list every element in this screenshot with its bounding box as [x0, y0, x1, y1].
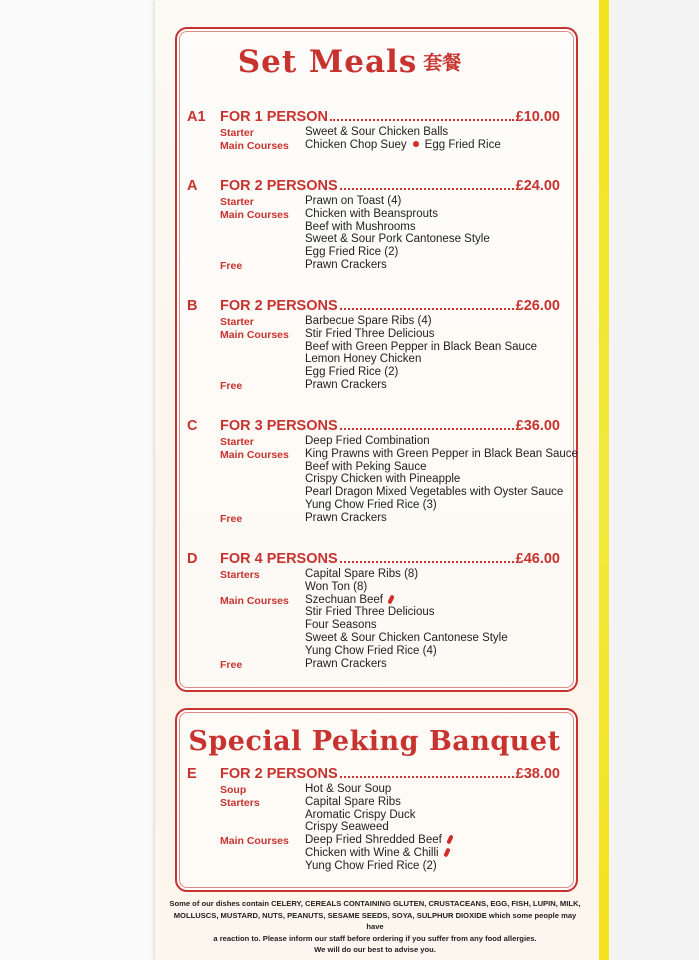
set-meal-b-code: B [187, 298, 198, 314]
course-label: Main Courses [220, 448, 289, 461]
dish-item: Egg Fried Rice (2) [305, 246, 399, 259]
dish-item: Prawn on Toast (4) [305, 195, 402, 207]
banquet-e-price: £38.00 [515, 766, 560, 782]
dish-item: Sweet & Sour Chicken Balls [305, 126, 449, 138]
course-label: Starters [220, 796, 260, 809]
dish-item: Prawn Crackers [305, 511, 387, 524]
red-dot-icon [413, 141, 419, 147]
dish-item: Won Ton (8) [305, 580, 368, 593]
dish-item-extra: Egg Fried Rice [424, 138, 501, 151]
set-meal-c-price: £36.00 [515, 418, 560, 434]
course-label: Starter [220, 436, 254, 448]
set-meal-c-code: C [187, 418, 198, 434]
banquet-e-code: E [187, 766, 197, 782]
course-label: Main Courses [220, 594, 289, 607]
dish-item: Yung Chow Fried Rice (2) [305, 859, 437, 872]
dish-item: Crispy Chicken with Pineapple [305, 473, 461, 486]
dish-item: Pearl Dragon Mixed Vegetables with Oyster Sauce [305, 486, 564, 499]
set-meal-a-heading-text: FOR 2 PERSONS [220, 178, 338, 194]
dish-item: Capital Spare Ribs (8) [305, 568, 419, 580]
dot-leader [340, 428, 514, 430]
dish-item: Chicken with Wine & Chilli [305, 847, 449, 859]
dish-item: Egg Fried Rice (2) [305, 366, 399, 379]
dish-item: Crispy Seaweed [305, 821, 389, 834]
dot-leader [340, 776, 514, 778]
dish-item: Lemon Honey Chicken [305, 353, 422, 366]
dish-item: Yung Chow Fried Rice (4) [305, 644, 437, 657]
set-meal-a1-heading-text: FOR 1 PERSON [220, 109, 328, 125]
dish-item: Chicken Chop Suey Egg Fried Rice [305, 138, 501, 151]
dish-item: Aromatic Crispy Duck [305, 808, 416, 821]
course-label: Free [220, 512, 243, 525]
set-meal-c-heading [220, 418, 560, 434]
dish-item: Barbecue Spare Ribs (4) [305, 315, 432, 327]
dish-item: King Prawns with Green Pepper in Black Bean Sauce [305, 447, 578, 460]
banquet-e-heading [220, 766, 560, 782]
dish-item: Prawn Crackers [305, 657, 387, 670]
course-label: Starter [220, 127, 254, 139]
dot-leader [330, 119, 514, 121]
course-label: Starters [220, 569, 260, 581]
set-meal-a-heading [220, 178, 560, 194]
course-label: Main Courses [220, 208, 289, 221]
set-meal-b-price: £26.00 [515, 298, 560, 314]
course-label: Main Courses [220, 139, 289, 152]
dish-item: Stir Fried Three Delicious [305, 606, 435, 619]
dish-item: Beef with Green Pepper in Black Bean Sauce [305, 340, 538, 353]
dish-item: Beef with Peking Sauce [305, 460, 427, 473]
set-meal-d-heading-text: FOR 4 PERSONS [220, 551, 338, 567]
dot-leader [340, 188, 514, 190]
dish-item: Deep Fried Combination [305, 435, 430, 447]
dish-item: Beef with Mushrooms [305, 220, 416, 233]
set-meal-a1-code: A1 [187, 109, 206, 125]
dish-item: Deep Fried Shredded Beef [305, 834, 452, 846]
set-meal-a1-heading [220, 109, 560, 125]
course-label: Free [220, 260, 243, 272]
set-meal-b-heading-text: FOR 2 PERSONS [220, 298, 338, 314]
dish-item: Yung Chow Fried Rice (3) [305, 499, 437, 511]
banquet-title: Special Peking Banquet [188, 726, 561, 757]
set-meal-a-code: A [187, 178, 198, 194]
dish-item: Hot & Sour Soup [305, 783, 392, 795]
dish-item: Capital Spare Ribs [305, 795, 401, 808]
course-label: Main Courses [220, 835, 289, 848]
course-label: Free [220, 380, 243, 392]
set-meal-a1-price: £10.00 [515, 109, 560, 125]
background-edge [609, 0, 699, 960]
dish-item: Stir Fried Three Delicious [305, 327, 435, 340]
course-label: Starter [220, 316, 254, 328]
dish-item: Sweet & Sour Chicken Cantonese Style [305, 632, 508, 644]
set-meal-b-heading [220, 298, 560, 314]
course-label: Main Courses [220, 328, 289, 341]
course-label: Free [220, 658, 243, 671]
set-meals-title-cn: 套餐 [423, 53, 462, 74]
dish-item: Szechuan Beef [305, 594, 393, 606]
set-meal-d-code: D [187, 551, 198, 567]
set-meal-c-heading-text: FOR 3 PERSONS [220, 418, 338, 434]
dot-leader [340, 561, 514, 563]
dish-item: Chicken with Beansprouts [305, 207, 438, 220]
dot-leader [340, 308, 514, 310]
dish-item: Sweet & Sour Pork Cantonese Style [305, 233, 490, 246]
dish-item: Prawn Crackers [305, 259, 387, 271]
set-meal-a-price: £24.00 [515, 178, 560, 194]
set-meals-title: Set Meals 套餐 [237, 44, 462, 80]
allergy-notice: Some of our dishes contain CELERY, CEREALS CONTAINING GLUTEN, CRUSTACEANS, EGG, FISH, LUPIN, MILK, MOLLUSCS, MUSTARD, NUTS, PEANUTS, SESAME SEEDS, SOYA, SULPHUR DIOXIDE which some people may have a reaction to. Please inform our staff before ordering if you suffer from any food allergies. We will do our best to advise you. [169, 899, 581, 954]
course-label: Starter [220, 196, 254, 208]
dish-item: Prawn Crackers [305, 379, 387, 391]
set-meal-d-heading [220, 551, 560, 567]
course-label: Soup [220, 784, 247, 796]
set-meal-d-price: £46.00 [515, 551, 560, 567]
dish-item: Four Seasons [305, 619, 377, 632]
banquet-e-heading-text: FOR 2 PERSONS [220, 766, 338, 782]
yellow-edge [599, 0, 609, 960]
